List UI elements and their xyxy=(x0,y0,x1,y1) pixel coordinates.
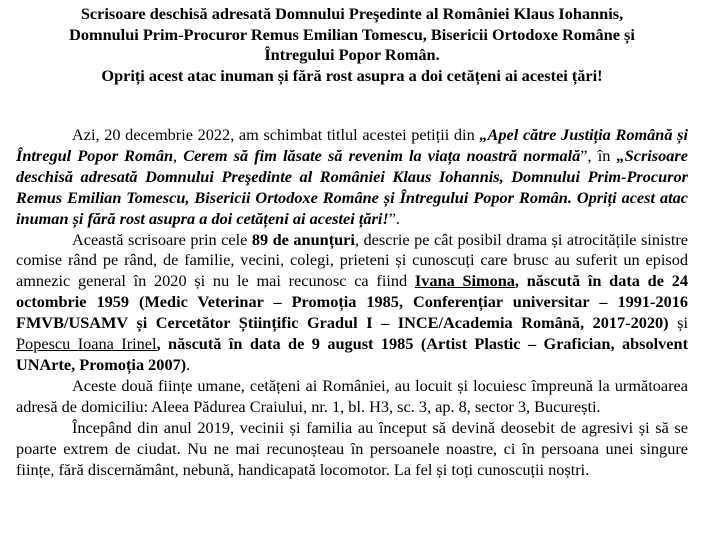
title-line-4: Opriți acest atac inuman și fără rost asupra a doi cetățeni ai acestei țări! xyxy=(101,65,603,85)
paragraph-description xyxy=(16,230,688,376)
text-run: . xyxy=(186,354,191,374)
text-run: , descrie pe cât posibil drama și atrocitățile sinistre comise rând pe rând, de familie, vecini, colegi, prieteni și cunoscuți care brusc au suferit un episod amnezic general în 2020 și nu le mai recunosc ca fiind xyxy=(16,229,688,291)
paragraph-address: Aceste două ființe umane, cetățeni ai României, au locuit și locuiesc împreună la următoarea adresă de domiciliu: Aleea Pădurea Craiului, nr. 1, bl. H3, sc. 3, ap. 8, sector 3, București. xyxy=(16,375,688,416)
title-line-3: Întregului Popor Român. xyxy=(264,45,440,64)
text-run: ”. xyxy=(388,208,400,228)
person-name-1: Ivana Simona xyxy=(414,271,515,291)
text-run: Azi, 20 decembrie 2022, am schimbat titlul acestei petiții din xyxy=(72,125,480,144)
person-name-2: Popescu Ioana Irinel xyxy=(16,334,157,354)
paragraph-title-change xyxy=(16,125,688,230)
announcement-count: 89 de anunțuri xyxy=(251,229,355,249)
title-line-2: Domnului Prim-Procuror Remus Emilian Tomescu, Bisericii Ortodoxe Române și xyxy=(69,24,635,44)
person-details-1: , născută în data de 24 octombrie 1959 (Medic Veterinar – Promoția 1985, Conferențiar universitar – 1991-2016 FMVB/USAMV și Cercetător Științific Gradul I – INCE/Academia Română, 2017-2020) xyxy=(16,271,688,333)
title-line-1: Scrisoare deschisă adresată Domnului Preşedinte al României Klaus Iohannis, xyxy=(80,4,624,23)
person-details-2: , născută în data de 9 august 1985 (Artist Plastic – Grafician, absolvent UNArte, Promoția 2007) xyxy=(16,334,688,374)
text-run: și xyxy=(668,313,688,333)
old-subtitle-quote: Cerem să fim lăsate să revenim la viața noastră normală xyxy=(183,145,581,165)
text-run: ”, în xyxy=(580,145,617,165)
paragraph-2019: Începând din anul 2019, vecinii și familia au început să devină deosebit de agresivi și să se poarte extrem de ciudat. Nu ne mai recunoșteau în persoanele noastre, ci în persoana unei singure ființe, fără discernământ, nebună, handicapată locomotor. La fel și toți cunoscuții noștri. xyxy=(16,417,688,479)
old-title-quote: „Apel către Justiția Română și Întregul Popor Român xyxy=(16,125,688,165)
text-run: , xyxy=(173,145,184,165)
letter-title xyxy=(20,4,684,86)
text-run: Această scrisoare prin cele xyxy=(72,229,252,249)
new-title-quote: „Scrisoare deschisă adresată Domnului Preşedinte al României Klaus Iohannis, Domnului Prim-Procuror Remus Emilian Tomescu, Bisericii Ortodoxe Române și Întregului Popor Român. Opriți acest atac inuman și fără rost asupra a doi cetățeni ai acestei țări! xyxy=(16,145,688,228)
letter-body xyxy=(16,125,688,480)
